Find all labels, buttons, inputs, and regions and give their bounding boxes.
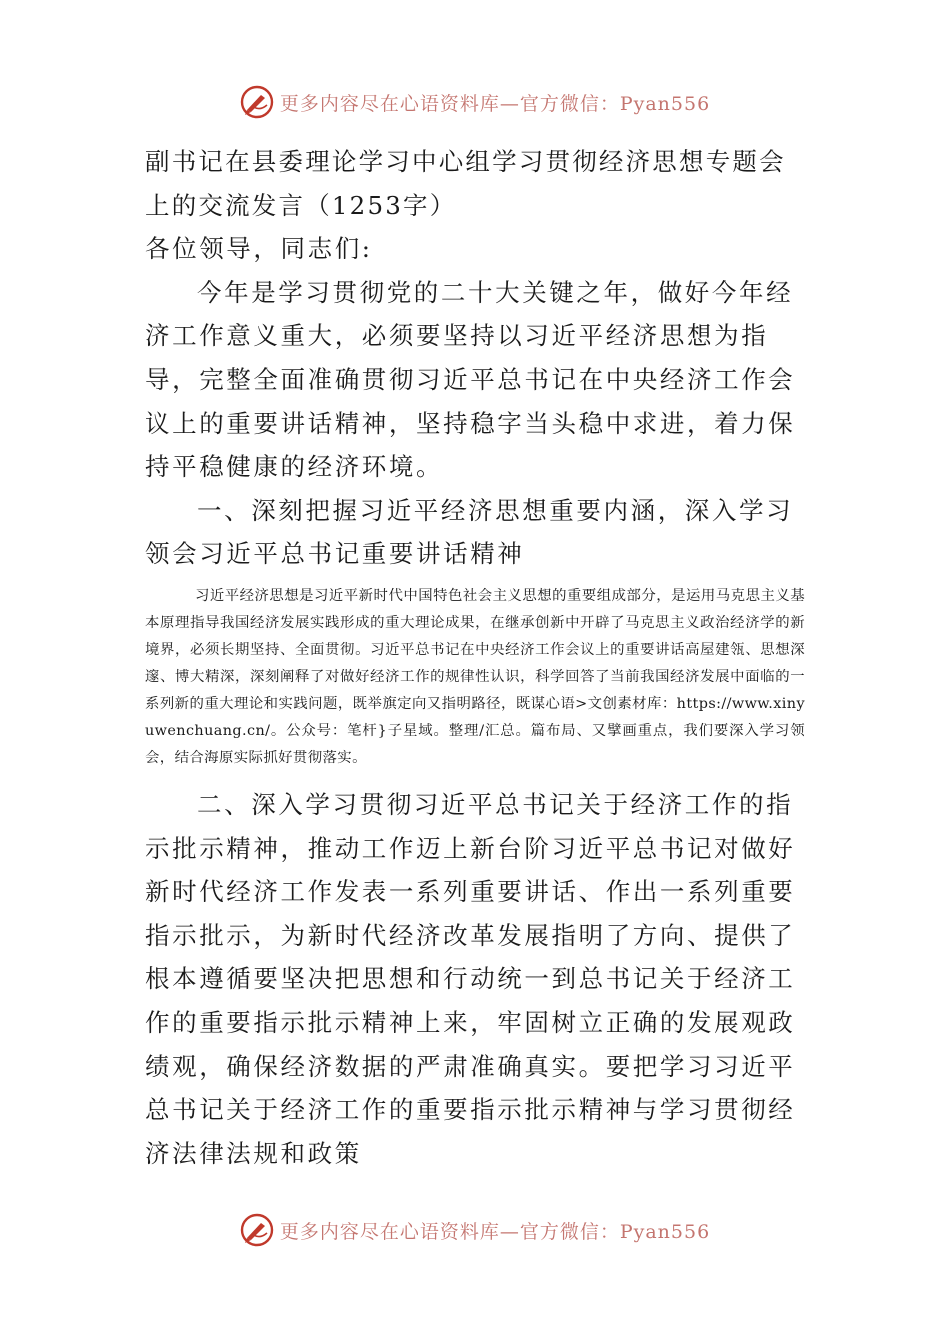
footer-banner <box>0 1212 950 1248</box>
section2-body: 二、深入学习贯彻习近平总书记关于经济工作的指示批示精神，推动工作迈上新台阶习近平总书记对做好新时代经济工作发表一系列重要讲话、作出一系列重要指示批示，为新时代经济改革发展指明了方向、提供了根本遵循要坚决把思想和行动统一到总书记关于经济工作的重要指示批示精神上来，牢固树立正确的发展观政绩观，确保经济数据的严肃准确真实。要把学习习近平总书记关于经济工作的重要指示批示精神与学习贯彻经济法律法规和政策 <box>145 789 796 1168</box>
header-banner <box>0 84 950 120</box>
pen-logo-icon <box>240 1213 274 1247</box>
footer-banner-text: 更多内容尽在心语资料库—官方微信：Pyan556 <box>279 1220 711 1243</box>
salutation: 各位领导，同志们: <box>145 234 373 264</box>
document-title: 副书记在县委理论学习中心组学习贯彻经济思想专题会上的交流发言（1253字） <box>145 147 786 220</box>
pen-logo-icon <box>240 85 274 119</box>
document-body <box>145 140 805 1175</box>
section1-body: 习近平经济思想是习近平新时代中国特色社会主义思想的重要组成部分，是运用马克思主义基本原理指导我国经济发展实践形成的重大理论成果，在继承创新中开辟了马克思主义政治经济学的新境界，必须长期坚持、全面贯彻。习近平总书记在中央经济工作会议上的重要讲话高屋建瓴、思想深邃、博大精深，深刻阐释了对做好经济工作的规律性认识，科学回答了当前我国经济发展中面临的一系列新的重大理论和实践问题，既举旗定向又指明路径，既谋心语>文创素材库：https://www.xinyuwenchuang.cn/。公众号：笔杆}子星域。整理/汇总。篇布局、又擘画重点，我们要深入学习领会，结合海原实际抓好贯彻落实。 <box>145 587 805 766</box>
header-banner-text: 更多内容尽在心语资料库—官方微信：Pyan556 <box>279 92 711 115</box>
intro-paragraph: 今年是学习贯彻党的二十大关键之年，做好今年经济工作意义重大，必须要坚持以习近平经济思想为指导，完整全面准确贯彻习近平总书记在中央经济工作会议上的重要讲话精神，坚持稳字当头稳中求进，着力保持平稳健康的经济环境。 <box>145 277 796 482</box>
section1-heading: 一、深刻把握习近平经济思想重要内涵，深入学习领会习近平总书记重要讲话精神 <box>145 495 794 569</box>
